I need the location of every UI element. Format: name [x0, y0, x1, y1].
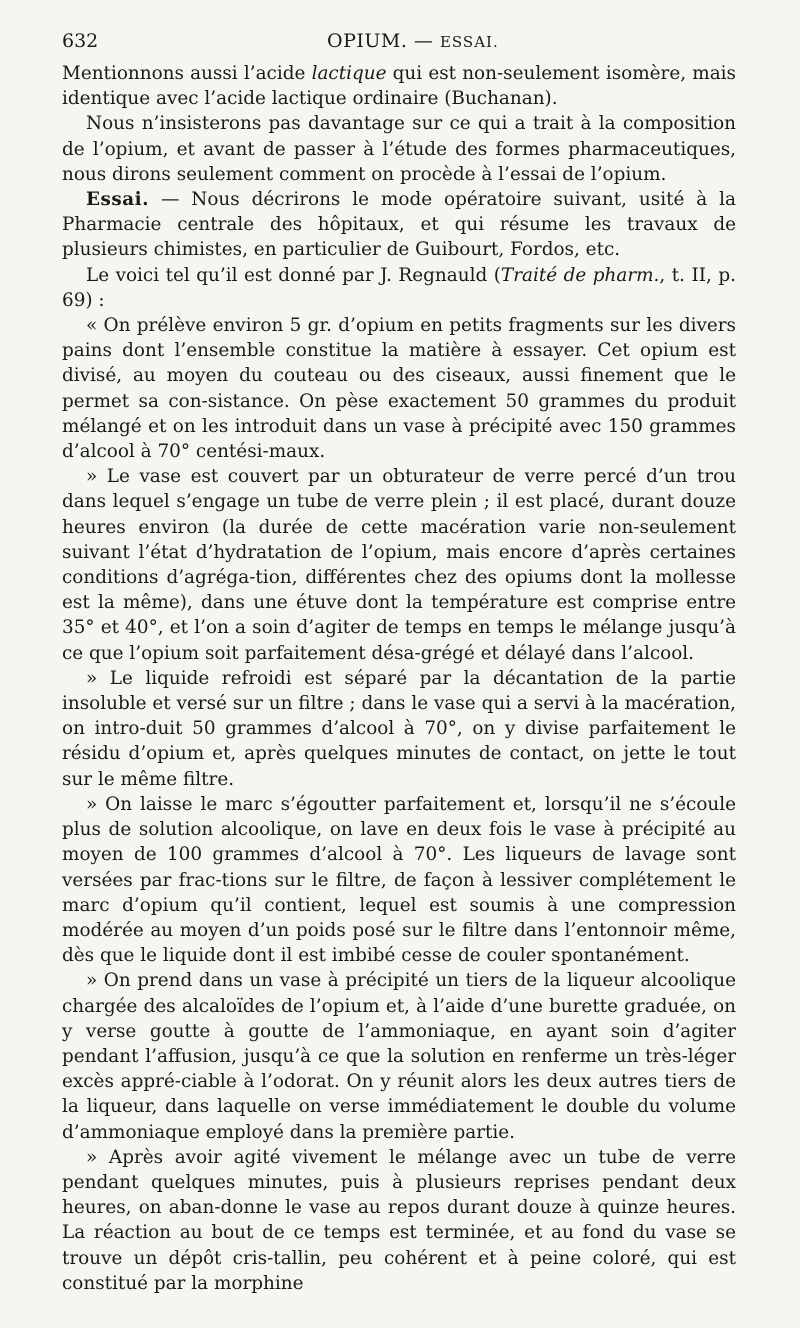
- body-text: [62, 61, 736, 1296]
- text-segment: qui est non-seulement isomère, mais identique avec l’acide lactique ordinaire (Buchanan).: [62, 63, 736, 110]
- running-title: [327, 30, 499, 52]
- text-segment: Le voici tel qu’il est donné par J. Regnauld (: [86, 264, 501, 286]
- section-heading: Essai.: [86, 189, 150, 211]
- text-segment: — Nous décrirons le mode opératoire suivant, usité à la Pharmacie centrale des hôpitaux, et qui résume les travaux de plusieurs chimistes, en particulier de Guibourt, Fordos, etc.: [62, 189, 736, 261]
- paragraph: [62, 666, 736, 792]
- paragraph: [62, 111, 736, 187]
- text-segment: » On laisse le marc s’égoutter parfaitement et, lorsqu’il ne s’écoule plus de solution alcoolique, on lave en deux fois le vase à précipité au moyen de 100 grammes d’alcool à 70°. Les liqueurs de lavage sont versées par frac-tions sur le filtre, de façon à lessiver complétement le marc d’opium qu’il contient, lequel est soumis à une compression modérée au moyen d’un poids posé sur le filtre dans l’entonnoir même, dès que le liquide dont il est imbibé cesse de couler spontanément.: [62, 793, 736, 967]
- paragraph: [62, 968, 736, 1144]
- text-segment: , t. II, p. 69) :: [62, 264, 736, 311]
- paragraph: [62, 187, 736, 263]
- text-segment: » Le liquide refroidi est séparé par la décantation de la partie insoluble et versé sur un filtre ; dans le vase qui a servi à la macération, on intro-duit 50 grammes d’alcool à 70°, on y divise parfaitement le résidu d’opium et, après quelques minutes de contact, on jette le tout sur le même filtre.: [62, 667, 736, 790]
- text-segment: » On prend dans un vase à précipité un tiers de la liqueur alcoolique chargée des alcaloïdes de l’opium et, à l’aide d’une burette graduée, on y verse goutte à goutte de l’ammoniaque, en ayant soin d’agiter pendant l’affusion, jusqu’à ce que la solution en renferme un très-léger excès appré-ciable à l’odorat. On y réunit alors les deux autres tiers de la liqueur, dans laquelle on verse immédiatement le double du volume d’ammoniaque employé dans la première partie.: [62, 970, 736, 1143]
- italic-text: lactique: [311, 63, 387, 84]
- running-title-section: ESSAI.: [439, 33, 499, 51]
- text-segment: « On prélève environ 5 gr. d’opium en petits fragments sur les divers pains dont l’ensemble constitue la matière à essayer. Cet opium est divisé, au moyen du couteau ou des ciseaux, aussi finement que le permet sa con-sistance. On pèse exactement 50 grammes du produit mélangé et on les introduit dans un vase à précipité avec 150 grammes d’alcool à 70° centési-maux.: [62, 315, 736, 463]
- paragraph: [62, 313, 736, 464]
- running-title-main: OPIUM. —: [327, 30, 434, 52]
- text-segment: » Après avoir agité vivement le mélange avec un tube de verre pendant quelques minutes, puis à plusieurs reprises pendant deux heures, on aban-donne le vase au repos durant douze à quinze heures. La réaction au bout de ce temps est terminée, et au fond du vase se trouve un dépôt cris-tallin, peu cohérent et à peine coloré, qui est constitué par la morphine: [62, 1146, 736, 1294]
- page-number: 632: [62, 30, 99, 52]
- text-segment: Nous n’insisterons pas davantage sur ce qui a trait à la composition de l’opium, et avant de passer à l’étude des formes pharmaceutiques, nous dirons seulement comment on procède à l’essai de l’opium.: [62, 113, 736, 185]
- text-segment: » Le vase est couvert par un obturateur de verre percé d’un trou dans lequel s’engage un tube de verre plein ; il est placé, durant douze heures environ (la durée de cette macération varie non-seulement suivant l’état d’hydratation de l’opium, mais encore d’après certaines conditions d’agréga-tion, différentes chez des opiums dont la mollesse est la même), dans une étuve dont la température est comprise entre 35° et 40°, et l’on a soin d’agiter de temps en temps le mélange jusqu’à ce que l’opium soit parfaitement désa-grégé et délayé dans l’alcool.: [62, 466, 736, 664]
- text-segment: Mentionnons aussi l’acide: [62, 63, 312, 84]
- paragraph: [62, 61, 736, 111]
- paragraph: [62, 1145, 736, 1296]
- paragraph: [62, 263, 736, 313]
- paragraph: [62, 464, 736, 666]
- italic-text: Traité de pharm.: [500, 264, 660, 286]
- paragraph: [62, 792, 736, 968]
- running-header: [62, 30, 736, 60]
